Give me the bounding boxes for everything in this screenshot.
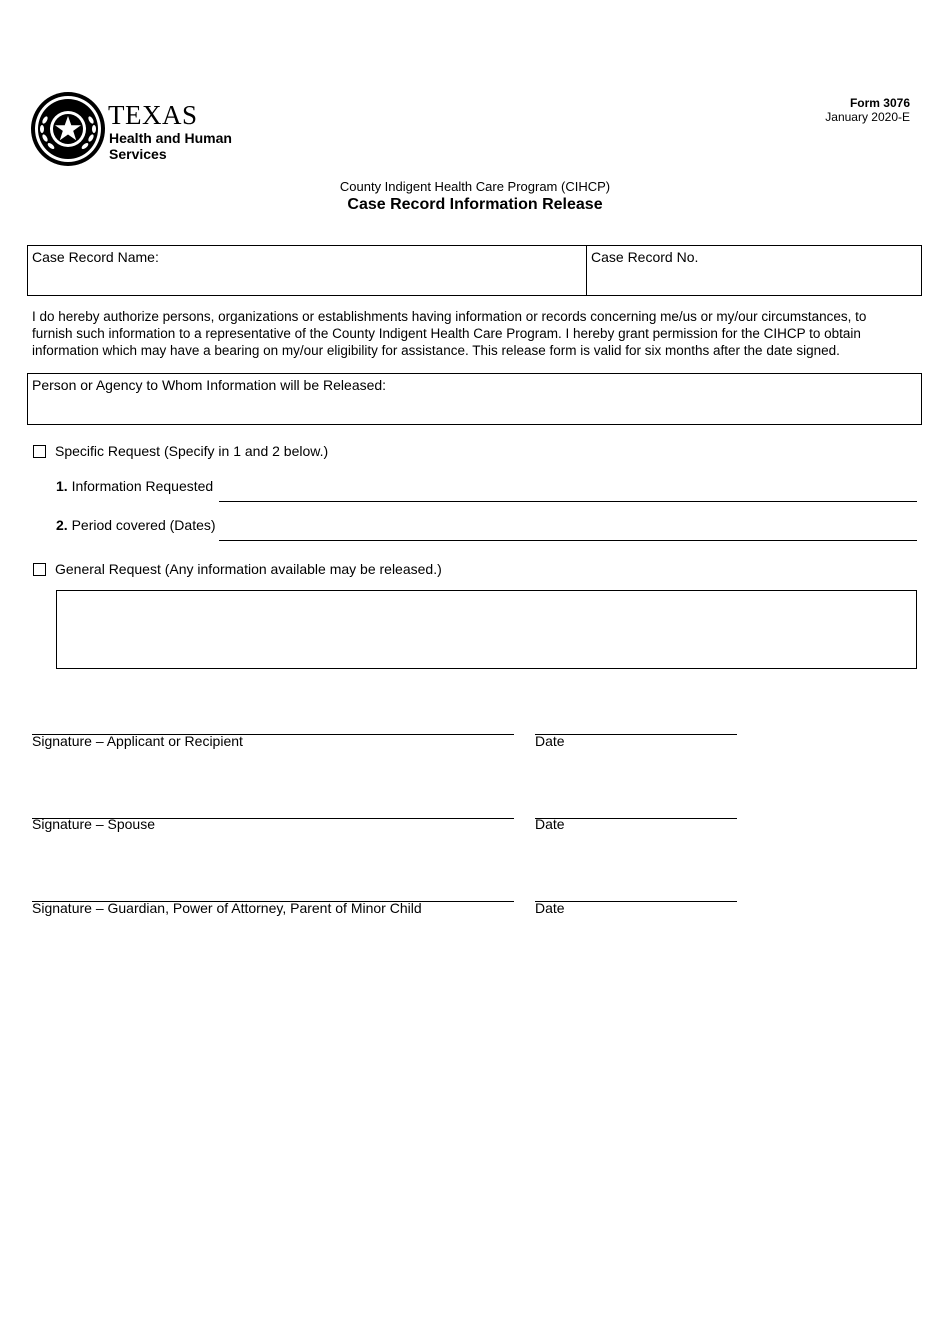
general-request-checkbox[interactable] bbox=[33, 563, 46, 576]
general-request-textarea[interactable] bbox=[56, 590, 917, 669]
specific-request-label: Specific Request (Specify in 1 and 2 below.) bbox=[55, 443, 329, 459]
signature-applicant-label: Signature – Applicant or Recipient bbox=[32, 733, 243, 749]
logo-line-2: Services bbox=[109, 146, 167, 162]
item-1-text: Information Requested bbox=[71, 478, 214, 494]
form-id bbox=[825, 96, 910, 124]
item-2-text: Period covered (Dates) bbox=[71, 517, 216, 533]
case-record-name-label: Case Record Name: bbox=[32, 249, 159, 265]
general-request-label: General Request (Any information available may be released.) bbox=[55, 561, 442, 577]
page-title: Case Record Information Release bbox=[347, 196, 603, 213]
authorization-text: I do hereby authorize persons, organizations or establishments having information or records concerning me/us or my/our circumstances, to furnish such information to a representative of the County Indigent Health Care Program. I hereby grant permission for the CIHCP to obtain information which may have a bearing on my/our eligibility for assistance. This release form is valid for six months after the date signed. bbox=[32, 309, 867, 358]
signature-spouse-label: Signature – Spouse bbox=[32, 816, 155, 832]
item-1-number: 1. bbox=[56, 478, 68, 494]
specific-request-checkbox[interactable] bbox=[33, 445, 46, 458]
signature-applicant-date-line[interactable] bbox=[535, 734, 737, 735]
release-to-field[interactable] bbox=[27, 373, 922, 425]
form-number: Form 3076 bbox=[849, 96, 910, 110]
program-name: County Indigent Health Care Program (CIHCP) bbox=[339, 179, 611, 194]
signature-spouse-date-label: Date bbox=[535, 816, 565, 832]
logo-brand: TEXAS bbox=[108, 100, 198, 130]
case-record-name-field[interactable] bbox=[27, 245, 587, 296]
signature-guardian-date-line[interactable] bbox=[535, 901, 737, 902]
information-requested-label bbox=[56, 478, 213, 494]
information-requested-input[interactable] bbox=[219, 501, 917, 502]
item-2-number: 2. bbox=[56, 517, 68, 533]
signature-spouse-date-line[interactable] bbox=[535, 818, 737, 819]
period-covered-label bbox=[56, 517, 216, 533]
texas-star-seal-icon bbox=[29, 90, 107, 168]
period-covered-input[interactable] bbox=[219, 540, 917, 541]
release-to-label: Person or Agency to Whom Information will be Released: bbox=[32, 377, 387, 393]
signature-guardian-date-label: Date bbox=[535, 900, 565, 916]
case-record-number-field[interactable] bbox=[586, 245, 922, 296]
case-record-number-label: Case Record No. bbox=[591, 249, 699, 265]
form-date: January 2020-E bbox=[825, 110, 910, 124]
logo-line-1: Health and Human bbox=[109, 130, 232, 146]
signature-applicant-date-label: Date bbox=[535, 733, 565, 749]
signature-guardian-label: Signature – Guardian, Power of Attorney, Parent of Minor Child bbox=[32, 900, 422, 916]
